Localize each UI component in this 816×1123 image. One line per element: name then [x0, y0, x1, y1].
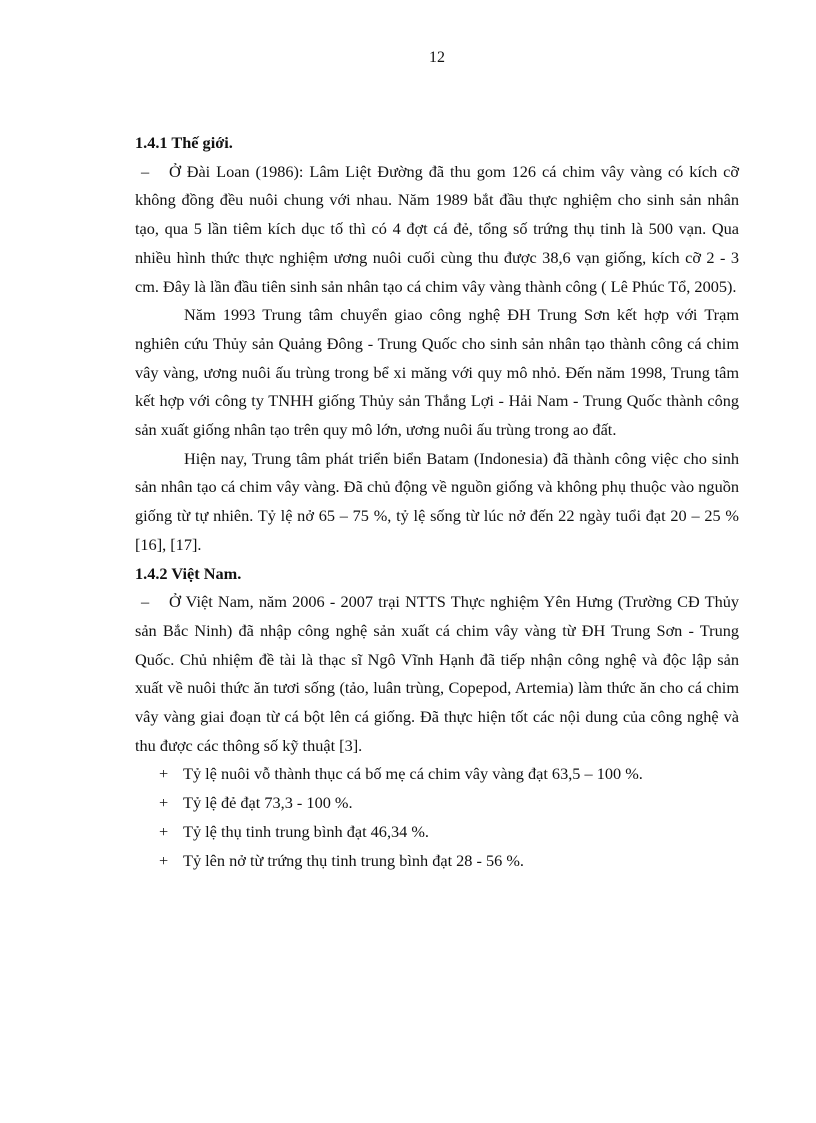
list-item	[135, 847, 739, 876]
list-item	[135, 789, 739, 818]
list-item-text: Tỷ lên nở từ trứng thụ tinh trung bình đạt 28 - 56 %.	[183, 850, 524, 870]
plus-marker: +	[159, 793, 169, 813]
page-content	[135, 129, 739, 875]
vietnam-paragraph-text: Ở Việt Nam, năm 2006 - 2007 trại NTTS Thực nghiệm Yên Hưng (Trường CĐ Thủy sản Bắc Ninh) đã nhập công nghệ sản xuất cá chim vây vàng từ ĐH Trung Sơn - Trung Quốc. Chủ nhiệm đề tài là thạc sĩ Ngô Vĩnh Hạnh đã tiếp nhận công nghệ và độc lập sản xuất về nuôi thức ăn tươi sống (tảo, luân trùng, Copepod, Artemia) làm thức ăn cho cá chim vây vàng giai đoạn từ cá bột lên cá giống. Đã thực hiện tốt các nội dung của công nghệ và thu được các thông số kỹ thuật [3].	[135, 592, 739, 755]
page-number: 12	[429, 49, 445, 66]
section-heading-world: 1.4.1 Thế giới.	[135, 133, 233, 152]
dash-marker: –	[141, 161, 150, 181]
section-heading-vietnam: 1.4.2 Việt Nam.	[135, 563, 242, 583]
taiwan-paragraph-text: Ở Đài Loan (1986): Lâm Liệt Đường đã thu gom 126 cá chim vây vàng có kích cỡ không đồng đều nuôi chung với nhau. Năm 1989 bắt đầu thực nghiệm cho sinh sản nhân tạo, qua 5 lần tiêm kích dục tố thì có 4 đợt cá đẻ, tổng số trứng thụ tinh là 500 vạn. Qua nhiều hình thức thực nghiệm ương nuôi cuối cùng thu được 38,6 vạn giống, kích cỡ 2 - 3 cm. Đây là lần đầu tiên sinh sản nhân tạo cá chim vây vàng thành công ( Lê Phúc Tổ, 2005).	[135, 161, 739, 296]
dash-marker: –	[141, 592, 150, 612]
plus-marker: +	[159, 850, 169, 870]
china-paragraph: Năm 1993 Trung tâm chuyển giao công nghệ ĐH Trung Sơn kết hợp với Trạm nghiên cứu Thủy sản Quảng Đông - Trung Quốc cho sinh sản nhân tạo thành công cá chim vây vàng, ương nuôi ấu trùng trong bể xi măng với quy mô nhỏ. Đến năm 1998, Trung tâm kết hợp với công ty TNHH giống Thủy sản Thắng Lợi - Hải Nam - Trung Quốc thành công sản xuất giống nhân tạo trên quy mô lớn, ương nuôi ấu trùng trong ao đất.	[135, 305, 739, 440]
list-item-text: Tỷ lệ nuôi vỗ thành thục cá bố mẹ cá chim vây vàng đạt 63,5 – 100 %.	[183, 764, 643, 784]
list-item	[135, 760, 739, 789]
list-item	[135, 818, 739, 847]
list-item-text: Tỷ lệ đẻ đạt 73,3 - 100 %.	[183, 793, 353, 813]
list-item-text: Tỷ lệ thụ tinh trung bình đạt 46,34 %.	[183, 821, 429, 841]
taiwan-paragraph	[135, 158, 739, 302]
vietnam-paragraph	[135, 588, 739, 760]
indonesia-paragraph: Hiện nay, Trung tâm phát triển biển Batam (Indonesia) đã thành công việc cho sinh sản nhân tạo cá chim vây vàng. Đã chủ động về nguồn giống và không phụ thuộc vào nguồn giống từ tự nhiên. Tỷ lệ nở 65 – 75 %, tỷ lệ sống từ lúc nở đến 22 ngày tuổi đạt 20 – 25 % [16], [17].	[135, 448, 739, 554]
plus-marker: +	[159, 764, 169, 784]
plus-marker: +	[159, 821, 169, 841]
